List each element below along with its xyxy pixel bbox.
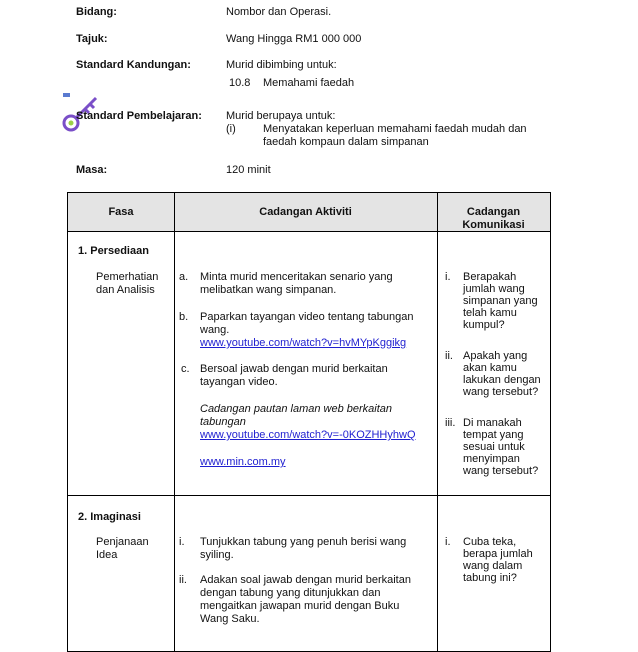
header-fasa: Fasa <box>108 206 134 218</box>
header-komunikasi-2: Komunikasi <box>462 219 525 231</box>
standard-kandungan-label: Standard Kandungan: <box>76 59 191 71</box>
activity-b-line1: Paparkan tayangan video tentang tabungan <box>200 311 414 323</box>
activity-i-line1: Tunjukkan tabung yang penuh berisi wang <box>200 536 407 548</box>
question-1-line: jumlah wang <box>463 283 525 295</box>
section1-title: 1. Persediaan <box>78 245 149 257</box>
question-s2-line: berapa jumlah <box>463 548 533 560</box>
standard-pembelajaran-label: Standard Pembelajaran: <box>76 110 202 122</box>
section2-fasa-line1: Penjanaan <box>96 536 149 548</box>
activity-c-line2: tayangan video. <box>200 376 278 388</box>
activity-ii-line4: Wang Saku. <box>200 613 260 625</box>
question-s2-line: wang dalam <box>463 560 523 572</box>
min-link[interactable]: www.min.com.my <box>200 456 286 468</box>
column-divider <box>437 193 438 651</box>
masa-label: Masa: <box>76 164 108 176</box>
column-divider <box>174 193 175 651</box>
bidang-label: Bidang: <box>76 6 117 18</box>
question-3-line: wang tersebut? <box>463 465 539 477</box>
web-note-line1: Cadangan pautan laman web berkaitan <box>200 403 393 415</box>
section2-fasa-line2: Idea <box>96 549 118 561</box>
standard-pembelajaran-line2: faedah kompaun dalam simpanan <box>263 136 429 148</box>
activity-b-line2: wang. <box>200 324 230 336</box>
question-1-line: kumpul? <box>463 319 505 331</box>
activity-a-line2: melibatkan wang simpanan. <box>200 284 337 296</box>
question-s2-label: i. <box>445 536 451 548</box>
standard-kandungan-code: 10.8 <box>229 77 251 89</box>
question-2-line: Apakah yang <box>463 350 528 362</box>
question-2-line: wang tersebut? <box>463 386 539 398</box>
activity-c-label: c. <box>181 363 190 375</box>
activity-i-line2: syiling. <box>200 549 234 561</box>
question-2-label: ii. <box>445 350 453 362</box>
section1-fasa-line2: dan Analisis <box>96 284 155 296</box>
activity-ii-label: ii. <box>179 574 187 586</box>
question-1-line: simpanan yang <box>463 295 538 307</box>
row-divider <box>68 495 550 496</box>
activity-a-label: a. <box>179 271 189 283</box>
activity-b-label: b. <box>179 311 189 323</box>
standard-pembelajaran-intro: Murid berupaya untuk: <box>226 110 336 122</box>
question-2-line: lakukan dengan <box>463 374 541 386</box>
section1-fasa-line1: Pemerhatian <box>96 271 159 283</box>
question-1-line: telah kamu <box>463 307 517 319</box>
question-3-line: Di manakah <box>463 417 522 429</box>
web-note-line2: tabungan <box>200 416 246 428</box>
question-3-line: sesuai untuk <box>463 441 525 453</box>
section2-title: 2. Imaginasi <box>78 511 141 523</box>
question-s2-line: Cuba teka, <box>463 536 517 548</box>
question-3-label: iii. <box>445 417 456 429</box>
header-aktiviti: Cadangan Aktiviti <box>259 206 352 218</box>
activity-c-line1: Bersoal jawab dengan murid berkaitan <box>200 363 388 375</box>
standard-kandungan-intro: Murid dibimbing untuk: <box>226 59 337 71</box>
activity-ii-line2: dengan tabung yang ditunjukkan dan <box>200 587 381 599</box>
question-2-line: akan kamu <box>463 362 517 374</box>
masa-value: 120 minit <box>226 164 271 176</box>
activity-ii-line1: Adakan soal jawab dengan murid berkaitan <box>200 574 411 586</box>
youtube-link-1[interactable]: www.youtube.com/watch?v=hvMYpKggikg <box>200 337 407 349</box>
question-3-line: menyimpan <box>463 453 520 465</box>
activity-a-line1: Minta murid menceritakan senario yang <box>200 271 393 283</box>
tajuk-label: Tajuk: <box>76 33 108 45</box>
question-s2-line: tabung ini? <box>463 572 517 584</box>
youtube-link-2[interactable]: www.youtube.com/watch?v=-0KOZHHyhwQ <box>200 429 416 441</box>
activity-ii-line3: mengaitkan jawapan murid dengan Buku <box>200 600 400 612</box>
standard-kandungan-text: Memahami faedah <box>263 77 355 89</box>
question-1-label: i. <box>445 271 451 283</box>
standard-pembelajaran-num: (i) <box>226 123 236 135</box>
standard-pembelajaran-line1: Menyatakan keperluan memahami faedah mudah dan <box>263 123 527 135</box>
activity-i-label: i. <box>179 536 185 548</box>
question-3-line: tempat yang <box>463 429 524 441</box>
bidang-value: Nombor dan Operasi. <box>226 6 332 18</box>
lesson-table <box>67 192 551 652</box>
header-komunikasi-1: Cadangan <box>466 206 521 218</box>
tajuk-value: Wang Hingga RM1 000 000 <box>226 33 362 45</box>
question-1-line: Berapakah <box>463 271 517 283</box>
